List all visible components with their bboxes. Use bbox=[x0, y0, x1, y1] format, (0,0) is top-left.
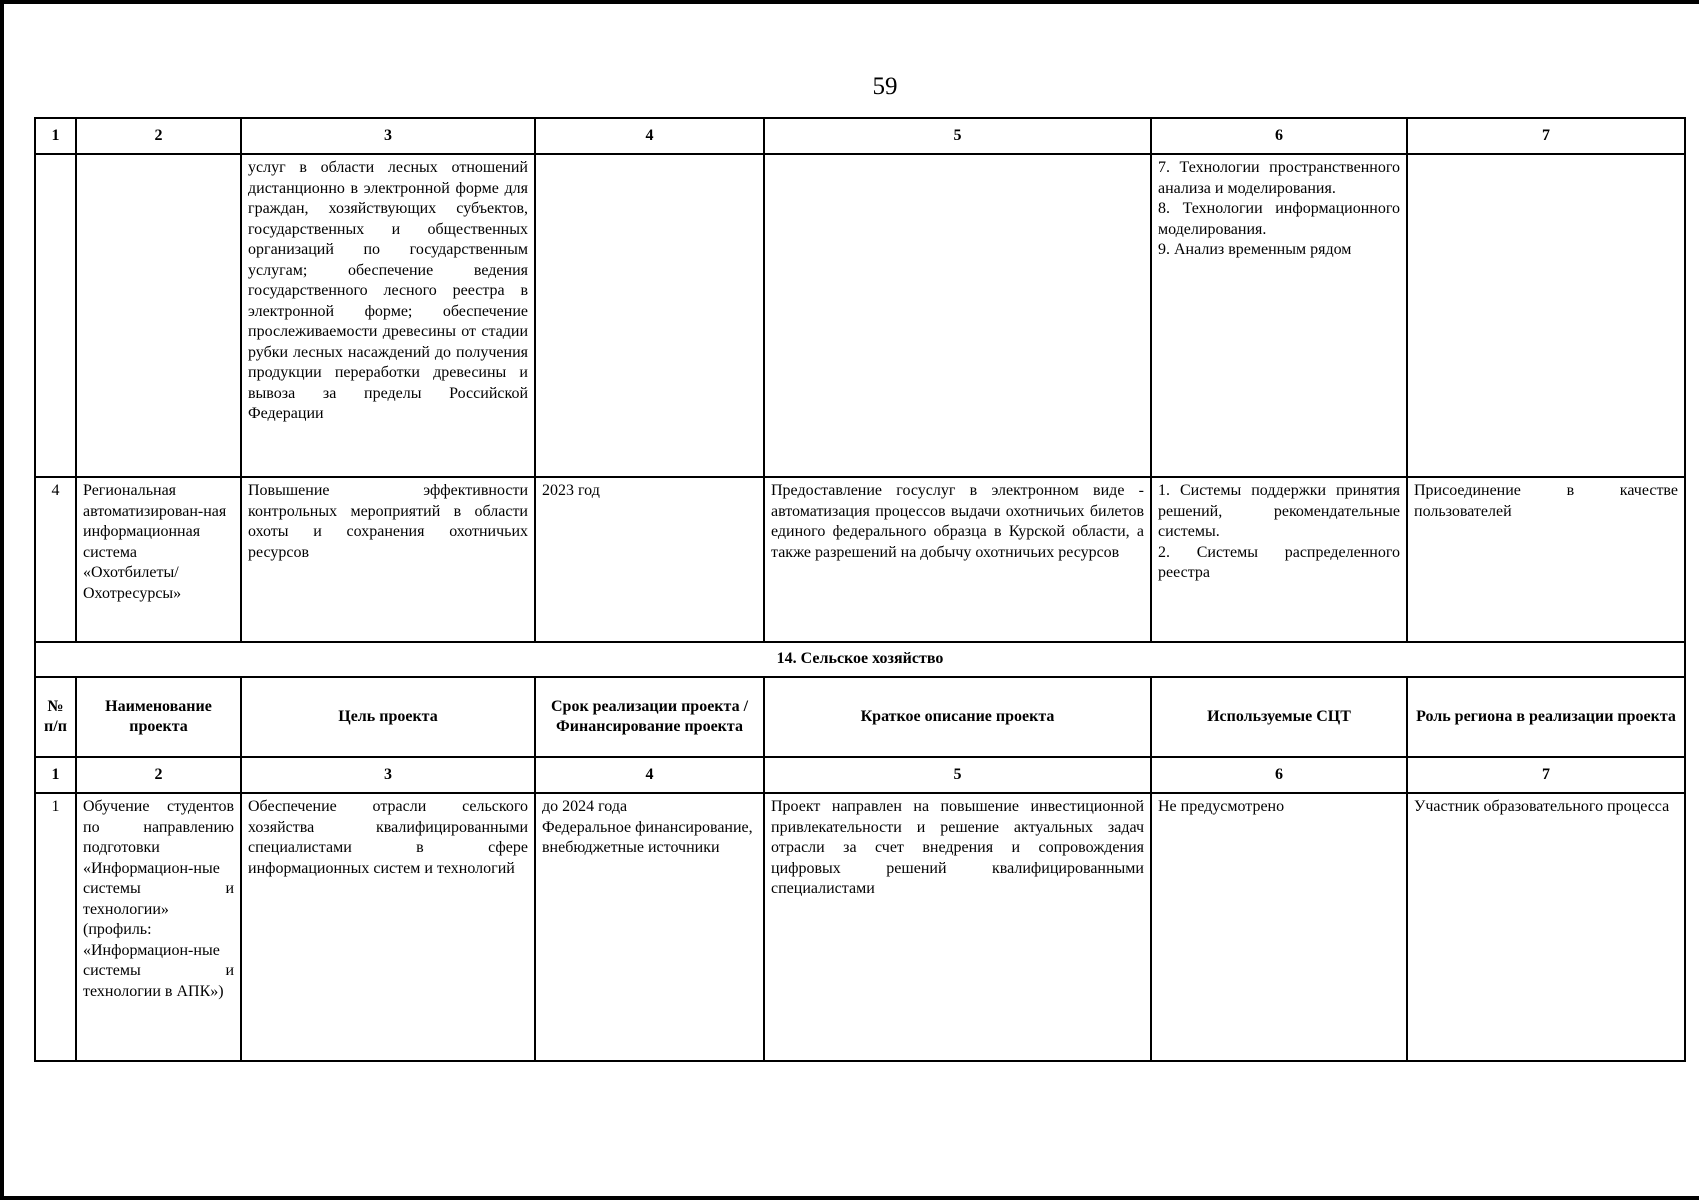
header-role: Роль региона в реализации проекта bbox=[1407, 677, 1685, 757]
cell-role: Присоединение в качестве пользователей bbox=[1407, 477, 1685, 642]
cell-name: Обучение студентов по направлению подготовки «Информацион-ные системы и технологии» (профиль: «Информацион-ные системы и технологии в АПК») bbox=[76, 793, 241, 1061]
column-number: 3 bbox=[241, 118, 535, 154]
column-number: 6 bbox=[1151, 757, 1407, 793]
cell-tech: 7. Технологии пространственного анализа и моделирования. 8. Технологии информационного моделирования. 9. Анализ временным рядом bbox=[1151, 154, 1407, 477]
section-row bbox=[35, 642, 1685, 677]
cell-description: Предоставление госуслуг в электронном виде - автоматизация процессов выдачи охотничьих билетов единого федерального образца в Курской области, а также разрешений на добычу охотничьих ресурсов bbox=[764, 477, 1151, 642]
header-row bbox=[35, 677, 1685, 757]
header-goal: Цель проекта bbox=[241, 677, 535, 757]
column-number: 4 bbox=[535, 118, 764, 154]
header-description: Краткое описание проекта bbox=[764, 677, 1151, 757]
header-tech: Используемые СЦТ bbox=[1151, 677, 1407, 757]
cell-role: Участник образовательного процесса bbox=[1407, 793, 1685, 1061]
column-number: 1 bbox=[35, 118, 76, 154]
cell-goal: Обеспечение отрасли сельского хозяйства квалифицированными специалистами в сфере информационных систем и технологий bbox=[241, 793, 535, 1061]
table-row bbox=[35, 477, 1685, 642]
cell-role bbox=[1407, 154, 1685, 477]
column-number: 7 bbox=[1407, 757, 1685, 793]
cell-description bbox=[764, 154, 1151, 477]
page-border-left bbox=[0, 0, 4, 1200]
column-number: 4 bbox=[535, 757, 764, 793]
cell-term: до 2024 года Федеральное финансирование, внебюджетные источники bbox=[535, 793, 764, 1061]
column-number: 5 bbox=[764, 757, 1151, 793]
cell-term bbox=[535, 154, 764, 477]
column-number-row bbox=[35, 757, 1685, 793]
cell-tech: 1. Системы поддержки принятия решений, рекомендательные системы. 2. Системы распределенного реестра bbox=[1151, 477, 1407, 642]
table-row-continuation bbox=[35, 154, 1685, 477]
projects-table bbox=[34, 117, 1686, 1062]
column-number: 3 bbox=[241, 757, 535, 793]
cell-goal: услуг в области лесных отношений дистанционно в электронной форме для граждан, хозяйствующих субъектов, государственных и общественных организаций по государственным услугам; обеспечение ведения государственного лесного реестра в электронной форме; обеспечение прослеживаемости древесины от стадии рубки лесных насаждений до получения продукции переработки древесины и вывоза за пределы Российской Федерации bbox=[241, 154, 535, 477]
column-number-row bbox=[35, 118, 1685, 154]
section-title: 14. Сельское хозяйство bbox=[35, 642, 1685, 677]
column-number: 7 bbox=[1407, 118, 1685, 154]
page-border-bottom bbox=[0, 1196, 1699, 1200]
column-number: 5 bbox=[764, 118, 1151, 154]
cell-num: 4 bbox=[35, 477, 76, 642]
cell-num bbox=[35, 154, 76, 477]
column-number: 2 bbox=[76, 757, 241, 793]
table-row bbox=[35, 793, 1685, 1061]
column-number: 1 bbox=[35, 757, 76, 793]
cell-description: Проект направлен на повышение инвестиционной привлекательности и решение актуальных задач отрасли за счет внедрения и сопровождения цифровых решений квалифицированными специалистами bbox=[764, 793, 1151, 1061]
cell-name: Региональная автоматизирован-ная информационная система «Охотбилеты/ Охотресурсы» bbox=[76, 477, 241, 642]
cell-tech: Не предусмотрено bbox=[1151, 793, 1407, 1061]
cell-num: 1 bbox=[35, 793, 76, 1061]
column-number: 2 bbox=[76, 118, 241, 154]
cell-name bbox=[76, 154, 241, 477]
cell-term: 2023 год bbox=[535, 477, 764, 642]
page-number: 59 bbox=[872, 73, 898, 100]
cell-goal: Повышение эффективности контрольных мероприятий в области охоты и сохранения охотничьих ресурсов bbox=[241, 477, 535, 642]
header-name: Наименование проекта bbox=[76, 677, 241, 757]
header-term: Срок реализации проекта / Финансирование проекта bbox=[535, 677, 764, 757]
page-border-top bbox=[0, 0, 1699, 4]
header-num: № п/п bbox=[35, 677, 76, 757]
column-number: 6 bbox=[1151, 118, 1407, 154]
